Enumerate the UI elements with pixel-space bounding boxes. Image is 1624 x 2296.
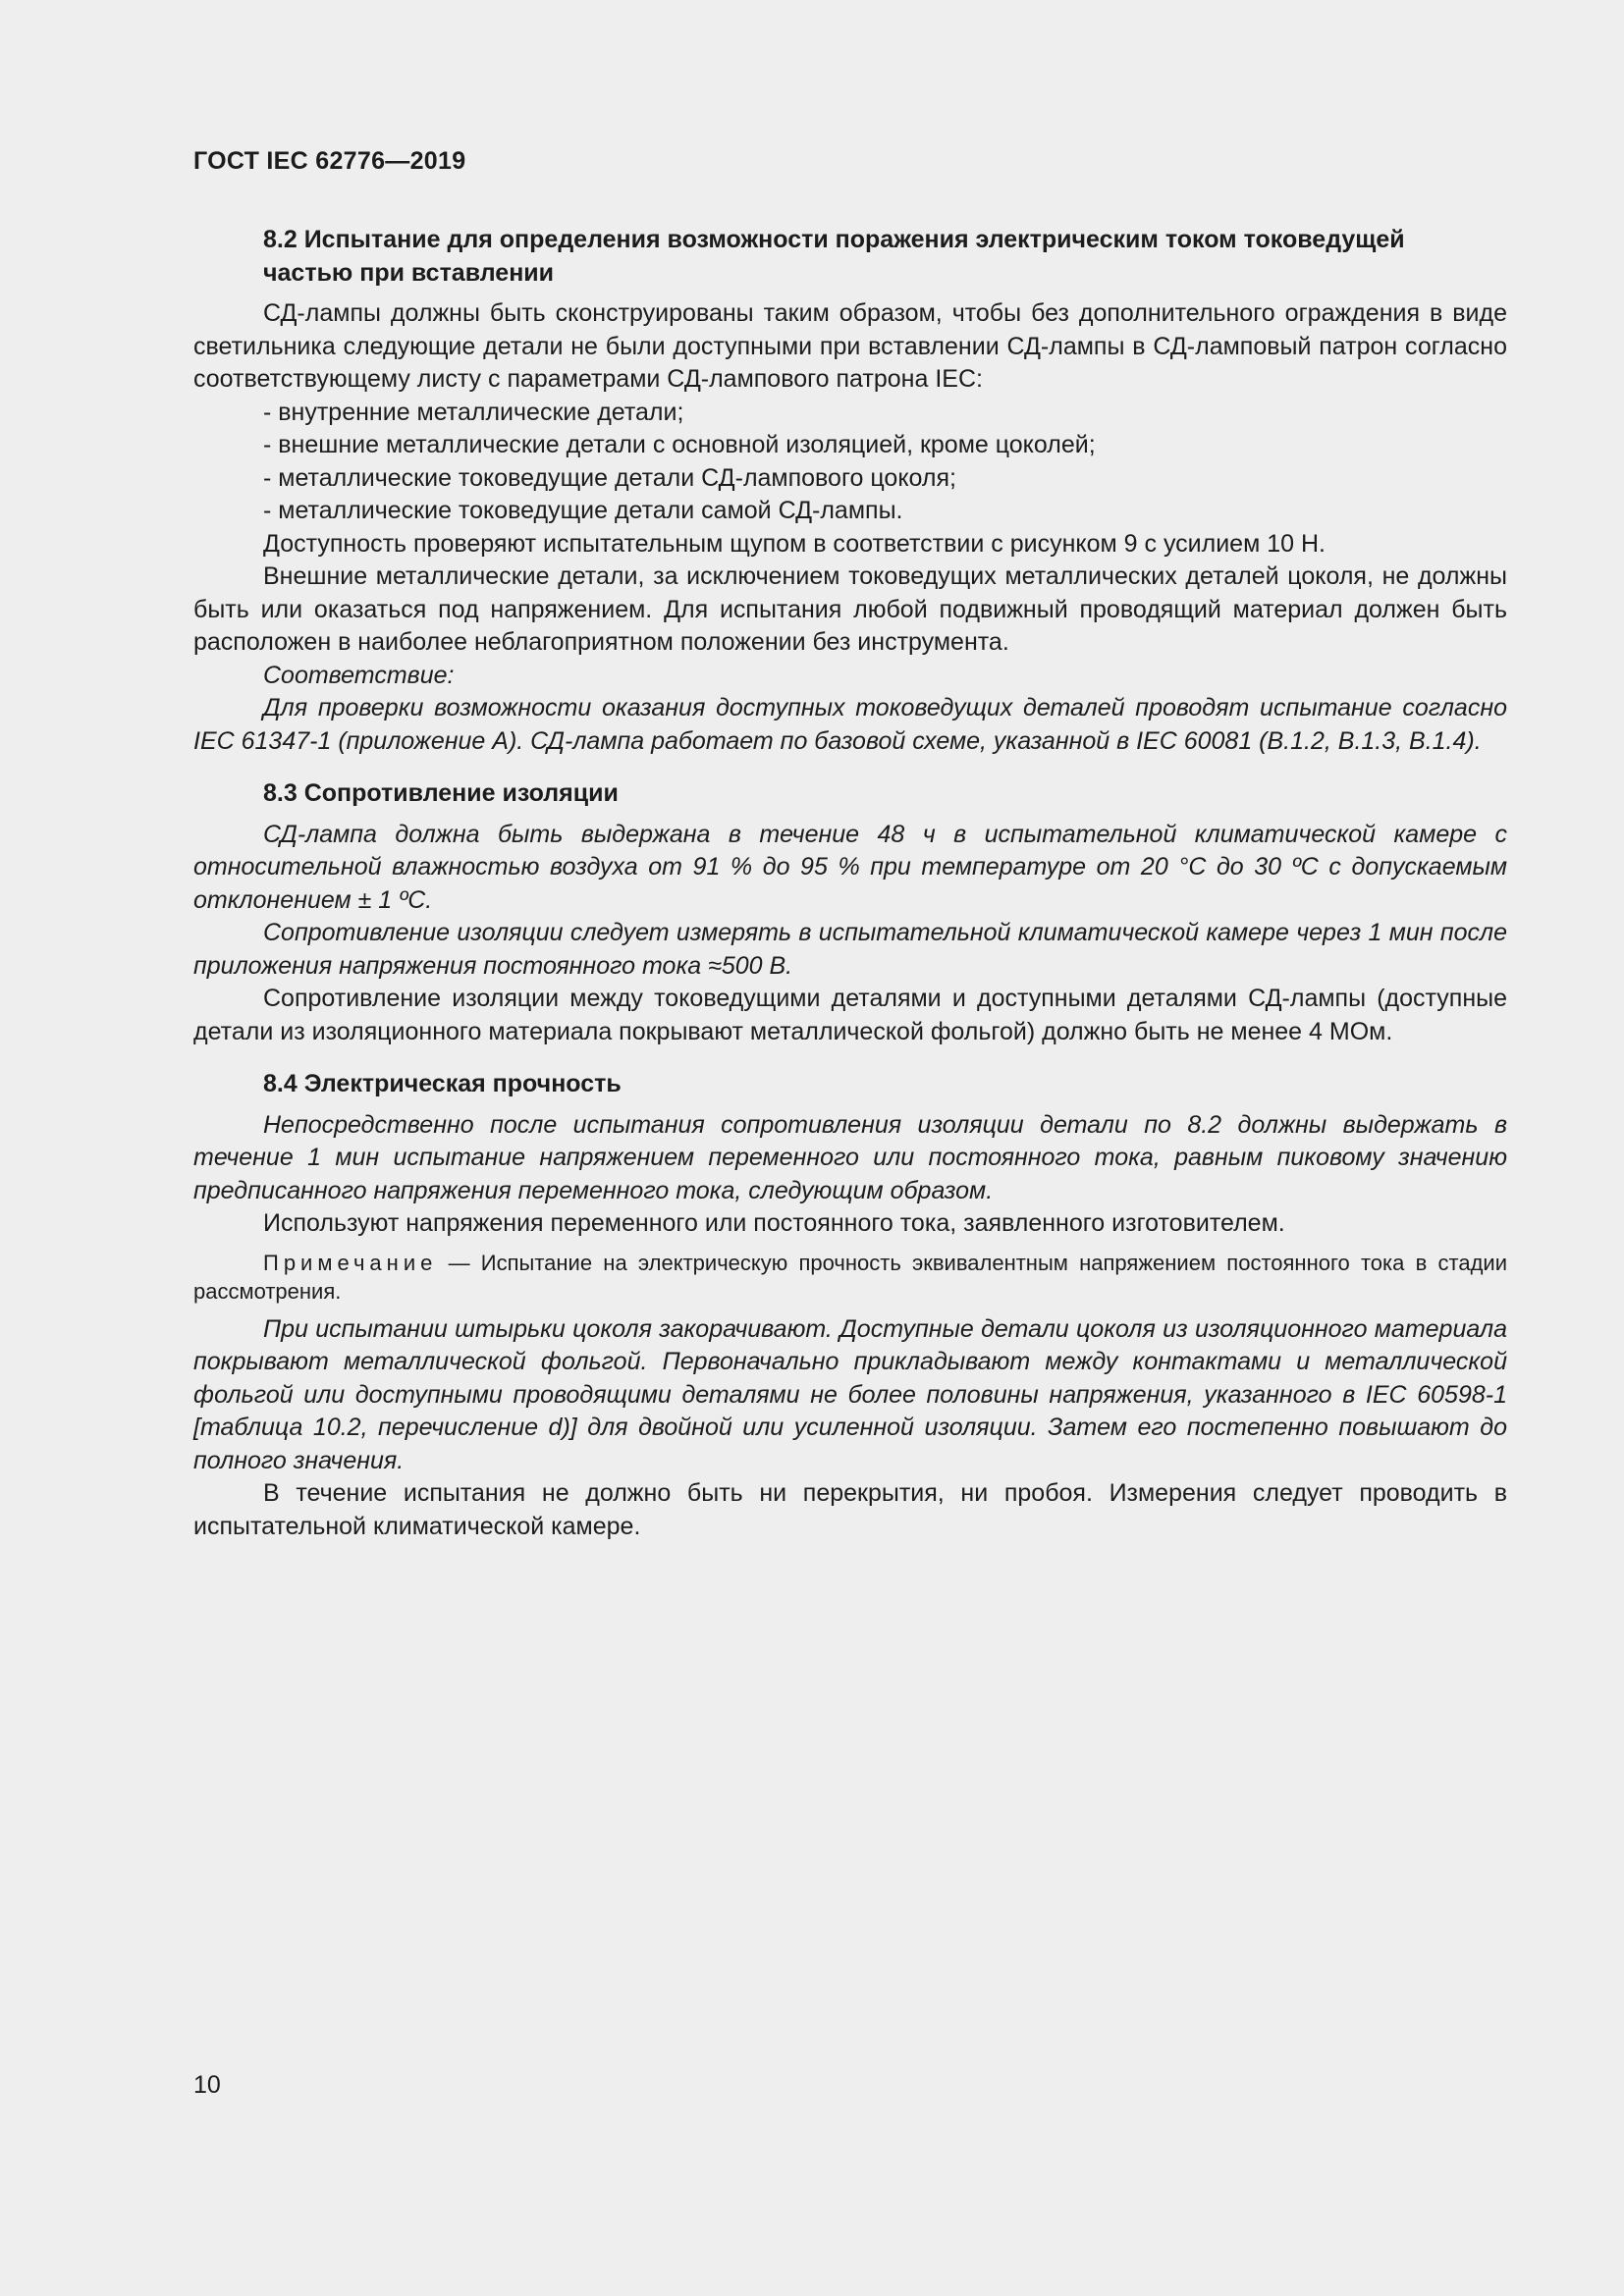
document-body	[193, 224, 1507, 1543]
note-label: Примечание	[263, 1250, 438, 1275]
compliance-label: Соответствие:	[263, 661, 455, 689]
heading-line: частью при вставлении	[263, 258, 555, 287]
paragraph: Непосредственно после испытания сопротивления изоляции детали по 8.2 должны выдержать в течение 1 мин испытание напряжением переменного или постоянного тока, равным пиковому значению предписанного напряжения переменного тока, следующим образом.	[193, 1110, 1507, 1204]
note	[193, 1249, 1507, 1306]
paragraph: В течение испытания не должно быть ни перекрытия, ни пробоя. Измерения следует проводить в испытательной климатической камере.	[193, 1479, 1507, 1540]
list-item: - внешние металлические детали с основной изоляцией, кроме цоколей;	[263, 431, 1096, 458]
section-heading-8-2	[193, 224, 1507, 290]
paragraph: Используют напряжения переменного или постоянного тока, заявленного изготовителем.	[263, 1209, 1285, 1237]
page-number: 10	[193, 2071, 221, 2099]
heading-line: 8.2 Испытание для определения возможности поражения электрическим током токоведущей	[263, 226, 1405, 253]
section-heading-8-3: 8.3 Сопротивление изоляции	[263, 779, 619, 807]
list-item: - металлические токоведущие детали самой СД-лампы.	[263, 497, 903, 524]
list-item: - внутренние металлические детали;	[263, 398, 684, 426]
note-text: — Испытание на электрическую прочность эквивалентным напряжением постоянного тока в стадии рассмотрения.	[193, 1250, 1507, 1304]
paragraph: СД-лампы должны быть сконструированы таким образом, чтобы без дополнительного ограждения в виде светильника следующие детали не были доступными при вставлении СД-лампы в СД-ламповый патрон согласно соответствующему листу с параметрами СД-лампового патрона IEC:	[193, 299, 1507, 393]
section-heading-8-4: 8.4 Электрическая прочность	[263, 1070, 622, 1097]
paragraph: Внешние металлические детали, за исключением токоведущих металлических деталей цоколя, не должны быть или оказаться под напряжением. Для испытания любой подвижный проводящий материал должен быть расположен в наиболее неблагоприятном положении без инструмента.	[193, 562, 1507, 656]
list-item: - металлические токоведущие детали СД-лампового цоколя;	[263, 463, 956, 492]
document-header: ГОСТ IEC 62776—2019	[193, 147, 466, 175]
paragraph: Сопротивление изоляции следует измерять в испытательной климатической камере через 1 мин после приложения напряжения постоянного тока ≈500 В.	[193, 919, 1507, 980]
paragraph: При испытании штырьки цоколя закорачивают. Доступные детали цоколя из изоляционного материала покрывают металлической фольгой. Первоначально прикладывают между контактами и металлической фольгой или доступными проводящими деталями не более половины напряжения, указанного в IEC 60598-1 [таблица 10.2, перечисление d)] для двойной или усиленной изоляции. Затем его постепенно повышают до полного значения.	[193, 1314, 1507, 1474]
paragraph: Сопротивление изоляции между токоведущими деталями и доступными деталями СД-лампы (доступные детали из изоляционного материала покрывают металлической фольгой) должно быть не менее 4 МОм.	[193, 985, 1507, 1045]
compliance-text: Для проверки возможности оказания доступных токоведущих деталей проводят испытание согласно IEC 61347-1 (приложение А). СД-лампа работает по базовой схеме, указанной в IEC 60081 (B.1.2, B.1.3, B.1.4).	[193, 694, 1507, 755]
paragraph: Доступность проверяют испытательным щупом в соответствии с рисунком 9 с усилием 10 Н.	[263, 529, 1326, 558]
paragraph: СД-лампа должна быть выдержана в течение 48 ч в испытательной климатической камере с относительной влажностью воздуха от 91 % до 95 % при температуре от 20 °С до 30 ºС с допускаемым отклонением ± 1 ºС.	[193, 820, 1507, 914]
